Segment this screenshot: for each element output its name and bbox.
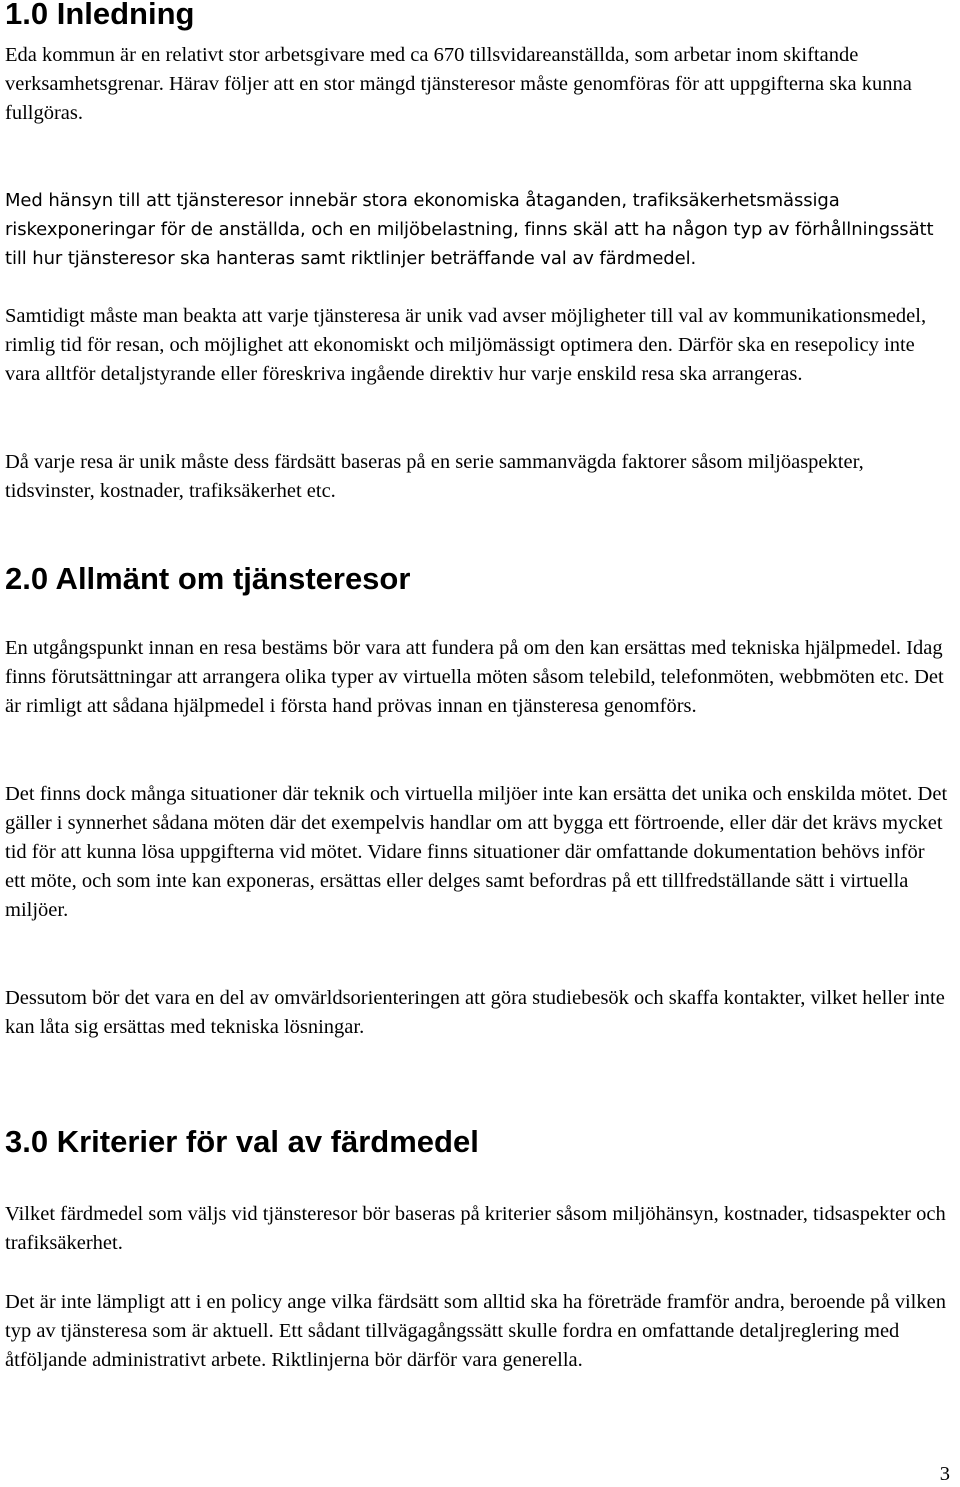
section-3-heading: 3.0 Kriterier för val av färdmedel bbox=[5, 1124, 479, 1159]
section-2-paragraph-3: Dessutom bör det vara en del av omvärldsorienteringen att göra studiebesök och skaffa kontakter, vilket heller inte kan låta sig ersättas med tekniska lösningar. bbox=[5, 987, 945, 1038]
section-3-paragraph-2: Det är inte lämpligt att i en policy ange vilka färdsätt som alltid ska ha företräde framför andra, beroende på vilken typ av tjänsteresa som är aktuell. Ett sådant tillvägagångssätt skulle fordra en omfattande detaljreglering med åtföljande administrativt arbete. Riktlinjerna bör därför vara generella. bbox=[5, 1291, 946, 1371]
section-1-paragraph-4: Då varje resa är unik måste dess färdsätt baseras på en serie sammanvägda faktorer såsom miljöaspekter, tidsvinster, kostnader, trafiksäkerhet etc. bbox=[5, 451, 864, 502]
section-1-paragraph-2: Med hänsyn till att tjänsteresor innebär stora ekonomiska åtaganden, trafiksäkerhetsmässiga riskexponeringar för de anställda, och en miljöbelastning, finns skäl att ha någon typ av förhållningssätt till hur tjänsteresor ska hanteras samt riktlinjer beträffande val av färdmedel. bbox=[5, 190, 934, 269]
section-2-heading: 2.0 Allmänt om tjänsteresor bbox=[5, 561, 411, 596]
section-2-paragraph-1: En utgångspunkt innan en resa bestäms bör vara att fundera på om den kan ersättas med tekniska hjälpmedel. Idag finns förutsättningar att arrangera olika typer av virtuella möten såsom telebild, telefonmöten, webbmöten etc. Det är rimligt att sådana hjälpmedel i första hand prövas innan en tjänsteresa genomförs. bbox=[5, 637, 944, 717]
section-2-paragraph-2: Det finns dock många situationer där teknik och virtuella miljöer inte kan ersätta det unika och enskilda mötet. Det gäller i synnerhet sådana möten där det exempelvis handlar om att bygga ett förtroende, eller där det krävs mycket tid för att kunna lösa uppgifterna vid mötet. Vidare finns situationer där omfattande dokumentation behövs inför ett möte, och som inte kan exponeras, ersättas eller delges samt befordras på ett tillfredställande sätt i virtuella miljöer. bbox=[5, 783, 948, 921]
section-1-paragraph-3: Samtidigt måste man beakta att varje tjänsteresa är unik vad avser möjligheter till val av kommunikationsmedel, rimlig tid för resan, och möjlighet att ekonomiskt och miljömässigt optimera den. Därför ska en resepolicy inte vara alltför detaljstyrande eller föreskriva ingående direktiv hur varje enskild resa ska arrangeras. bbox=[5, 305, 927, 385]
section-1-paragraph-1: Eda kommun är en relativt stor arbetsgivare med ca 670 tillsvidareanställda, som arbetar inom skiftande verksamhetsgrenar. Härav följer att en stor mängd tjänsteresor måste genomföras för att uppgifterna ska kunna fullgöras. bbox=[5, 44, 912, 124]
section-3-paragraph-1: Vilket färdmedel som väljs vid tjänsteresor bör baseras på kriterier såsom miljöhänsyn, kostnader, tidsaspekter och trafiksäkerhet. bbox=[5, 1203, 946, 1254]
page-number: 3 bbox=[939, 1463, 950, 1485]
section-1-heading: 1.0 Inledning bbox=[5, 0, 195, 31]
